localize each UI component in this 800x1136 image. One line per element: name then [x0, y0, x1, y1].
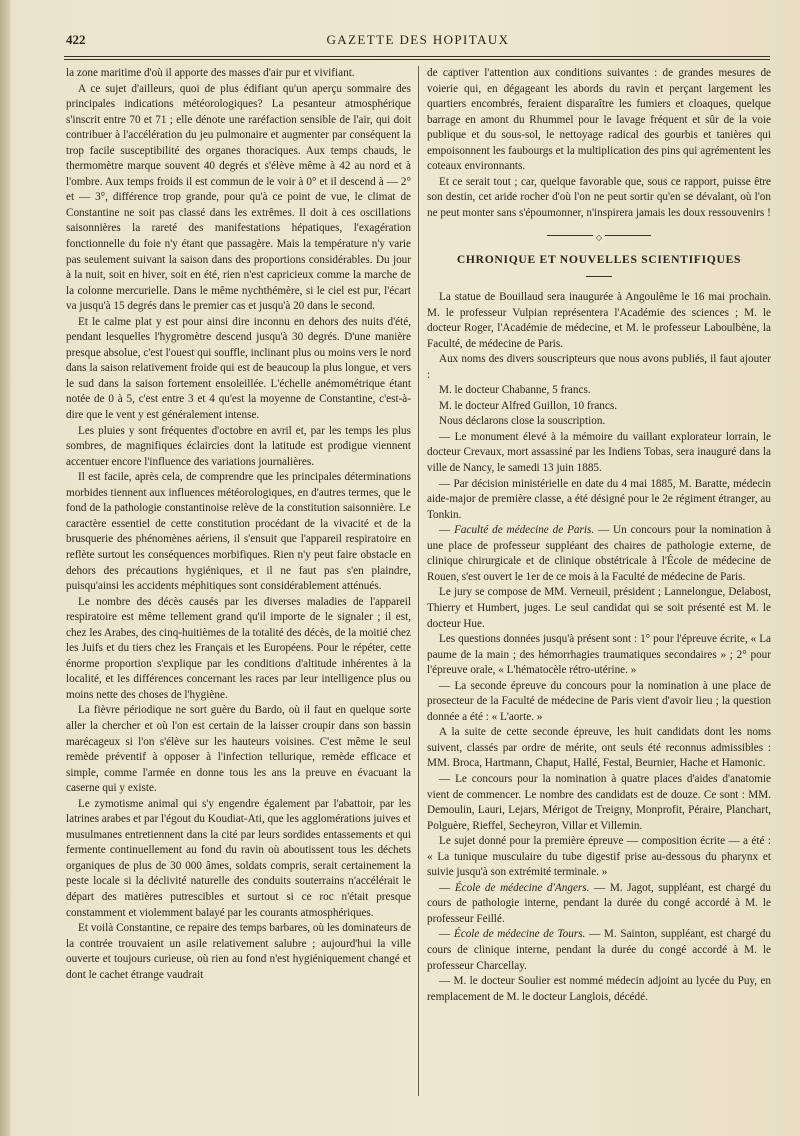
paragraph: Les pluies y sont fréquentes d'octobre en avril et, par les temps les plus sombres, de magnifiques éclaircies dont la latitude est prodigue viennent accentuer encore l'influence des variations journalières.	[66, 424, 411, 468]
news-heading: Faculté de médecine de Paris.	[454, 524, 595, 537]
news-item: — Le concours pour la nomination à quatre places d'aides d'anatomie vient de commencer. Le nombre des candidats est de douze. Ce sont : MM. Demoulin, Lauri, Lejars, Mérigot de Treigny, Monprofit, Péraire, Planchart, Polguère, Rieffel, Secheyron, Villar et Villemin.	[427, 772, 771, 832]
section-ornament	[427, 230, 771, 243]
paragraph: de captiver l'attention aux conditions suivantes : de grandes mesures de voierie qui, en dégageant les abords du ravin et perçant largement les quartiers encombrés, feraient disparaître les fumiers et cloaques, quelque barrage en amont du Rhummel pour le lavage fréquent et sûr de la voie publique et du sous-sol, le nettoyage radical des gourbis et tanières qui empoisonnent les faubourgs et la multiplication des pins qui agrémentent les coteaux environnants.	[427, 67, 771, 173]
news-item: A la suite de cette seconde épreuve, les huit candidats dont les noms suivent, classés par ordre de mérite, ont seuls été reconnus admissibles : MM. Broca, Hartmann, Chaput, Hallé, Festal, Beurnier, Hache et Hamonic.	[427, 726, 771, 770]
header-rule	[64, 56, 770, 60]
news-item	[427, 927, 771, 974]
news-item: — Par décision ministérielle en date du 4 mai 1885, M. Baratte, médecin aide-major de première classe, a été désigné pour le 2e régiment étranger, au Tonkin.	[427, 477, 771, 521]
news-item: Le sujet donné pour la première épreuve — composition écrite — a été : « La tunique musculaire du tube digestif prise au-dessous du pharynx et suivie jusqu'à son extrémité terminale. »	[427, 835, 771, 879]
news-item: Nous déclarons close la souscription.	[439, 415, 606, 428]
news-item: La statue de Bouillaud sera inaugurée à Angoulême le 16 mai prochain. M. le professeur Vulpian représentera l'Académie des sciences ; M. le docteur Roger, l'Académie de médecine, et M. le professeur Laboulbène, la Faculté, de médecine de Paris.	[427, 291, 771, 350]
news-item: Aux noms des divers souscripteurs que nous avons publiés, il faut ajouter :	[427, 353, 771, 381]
title-rule	[586, 276, 612, 277]
news-heading: École de médecine de Tours.	[453, 928, 586, 941]
paragraph: Et le calme plat y est pour ainsi dire inconnu en dehors des nuits d'été, pendant lesquelles l'hygromètre descend jusqu'à 30 degrés. D'une manière presque absolue, c'est l'ouest qui souffle, inclinant plus ou moins vers le nord dans la saison relativement froide qui est de beaucoup la plus longue, et vers le sud dans la saison fortement ensoleillée. L'échelle anémométrique étant notée de 0 à 5, c'est entre 3 et 4 qu'est la moyenne de Constantine, c'est-à-dire que le vent y est généralement intense.	[66, 315, 411, 422]
column-divider	[418, 66, 419, 1096]
page-header	[66, 30, 770, 52]
news-item	[427, 881, 771, 928]
paragraph: Et voilà Constantine, ce repaire des temps barbares, où les dominateurs de la contrée trouvaient un asile relativement salubre ; aujourd'hui la ville ouverte et toujours curieuse, où rien au fond n'est hygiéniquement changé et dont le cachet étrange vaudrait	[66, 922, 411, 981]
news-item: — M. le docteur Soulier est nommé médecin adjoint au lycée du Puy, en remplacement de M. le docteur Langlois, décédé.	[427, 975, 771, 1003]
dash: —	[439, 881, 455, 894]
paragraph: la zone maritime d'où il apporte des masses d'air pur et vivifiant.	[66, 67, 355, 79]
news-item	[427, 523, 771, 585]
paragraph: Le zymotisme animal qui s'y engendre également par l'abattoir, par les latrines arabes et par l'égout du Koudiat-Ati, que les agglomérations juives et musulmanes entretiennent dans la cité par leurs sordides entassements et qui fermente continuellement au fond du ravin où aboutissent tous les déchets organiques de plus de 30 000 âmes, soldats compris, serait certainement la peste locale si la déclivité naturelle des conduits souterrains n'accélérait le départ des matières putrescibles et surtout si ce roc n'était presque constamment et violemment balayé par les courants atmosphériques.	[66, 797, 411, 919]
news-text: — M. Sainton, suppléant, est chargé du cours de clinique interne, pendant la durée du congé accordé à M. le professeur Charcellay.	[427, 928, 771, 972]
news-text: — Un concours pour la nomination à une place de professeur suppléant des chaires de pathologie externe, de clinique chirurgicale et de clinique obstétricale à l'École de médecine de Rouen, s'est ouvert le 1er de ce mois à la Faculté de médecine de Paris.	[427, 524, 771, 583]
news-item: — Le monument élevé à la mémoire du vaillant explorateur lorrain, le docteur Crevaux, mort assassiné par les Indiens Tobas, sera inauguré dans la ville de Nancy, le samedi 13 juin 1885.	[427, 430, 771, 475]
news-heading: École de médecine d'Angers.	[454, 881, 590, 894]
left-column	[66, 66, 411, 983]
journal-title: GAZETTE DES HOPITAUX	[326, 32, 510, 47]
news-item: Le jury se compose de MM. Verneuil, président ; Lannelongue, Delabost, Thierry et Humbert, juges. Le seul candidat qui se soit présenté est M. le docteur Hue.	[427, 586, 771, 630]
list-item: M. le docteur Chabanne, 5 francs.	[439, 384, 591, 397]
paragraph: Il est facile, après cela, de comprendre que les principales déterminations morbides tiennent aux influences météorologiques, en d'autres termes, que le fond de la pathologie constantinoise relève de la constitution saisonnière. Le caractère essentiel de cette constitution procédant de la vivacité et de la brusquerie des phénomènes aériens, il s'ensuit que l'appareil respiratoire en reflète surtout les conséquences morbifiques. Rien n'y peut faire obstacle en dehors des précautions hygiéniques, et il ne faut pas s'en plaindre, puisqu'ainsi les accidents méphitiques sont considérablement atténués.	[66, 471, 411, 593]
diamond-icon: ◇	[593, 233, 605, 243]
news-item: Les questions données jusqu'à présent sont : 1° pour l'épreuve écrite, « La paume de la main ; des hémorrhagies traumatiques secondaires » ; 2° pour l'épreuve orale, « L'hématocèle rétro-utérine. »	[427, 633, 771, 677]
right-column	[427, 66, 771, 1005]
paragraph: La fièvre périodique ne sort guère du Bardo, où il faut en quelque sorte aller la chercher et où l'on est certain de la laisser croupir dans son bassin marécageux si l'on s'élève sur les hauteurs voisines. C'est même le seul remède préventif à opposer à l'infection tellurique, remède efficace et simple, comme l'armée en donne tous les ans la preuve en évacuant la caserne qui y existe.	[66, 704, 411, 795]
page-number: 422	[66, 32, 86, 47]
section-title: CHRONIQUE ET NOUVELLES SCIENTIFIQUES	[456, 253, 742, 267]
list-item: M. le docteur Alfred Guillon, 10 francs.	[439, 399, 618, 412]
dash: —	[439, 928, 454, 941]
page-binding-edge	[0, 0, 10, 1136]
paragraph: Le nombre des décès causés par les diverses maladies de l'appareil respiratoire est même tellement grand qu'il importe de le signaler ; il est, chez les Arabes, des cinq-huitièmes de la totalité des décès, de la moitié chez les Juifs et du tiers chez les Français et les Européens. Pour le répéter, cette énorme proportion s'explique par les conditions d'altitude inhérentes à la localité, et les différences concernant les races par leur intelligence plus ou moins nette des choses de l'hygiène.	[66, 595, 411, 701]
news-item: — La seconde épreuve du concours pour la nomination à une place de prosecteur de la Faculté de médecine de Paris vient d'avoir lieu ; la question donnée a été : « L'aorte. »	[427, 679, 771, 723]
paragraph: A ce sujet d'ailleurs, quoi de plus édifiant qu'un aperçu sommaire des principales indications météorologiques? La pesanteur atmosphérique s'inscrit entre 70 et 71 ; elle dénote une raréfaction sensible de l'air, qui doit contribuer à l'accélération du jeu pulmonaire et augmenter par conséquent la trop facile susceptibilité des organes thoraciques. Aux temps chauds, le thermomètre marque souvent 40 degrés et s'élève même à 42 au nord et à l'ombre. Aux temps froids il est commun de le voir à 0° et il descend à — 2° et — 3°, différence trop grande, pour qu'à ce point de vue, le climat de Constantine ne soit pas classé dans les extrêmes. Il doit à ces oscillations saisonnières la rareté des manifestations hépatiques, l'exagération fonctionnelle du foie n'y étant que passagère. Mais la température n'y varie pas seulement suivant la saison dans des proportions considérables. Du jour à la nuit, soit en hiver, soit en été, rien n'est capricieux comme la marche de la colonne mercurielle. Dans le même nychthémère, si le ciel est pur, l'écart va jusqu'à 15 degrés dans le premier cas et jusqu'à 20 dans le second.	[66, 82, 411, 313]
news-text: — M. Jagot, suppléant, est chargé du cours de pathologie interne, pendant la durée du congé accordé à M. le professeur Feillé.	[427, 881, 771, 925]
paragraph: Et ce serait tout ; car, quelque favorable que, sous ce rapport, puisse être son destin, cet aride rocher d'où l'on ne peut sortir qu'en se dévalant, où l'on ne peut monter sans s'époumonner, n'inspirera jamais les doux ressouvenirs !	[427, 175, 771, 219]
dash: —	[439, 524, 455, 537]
